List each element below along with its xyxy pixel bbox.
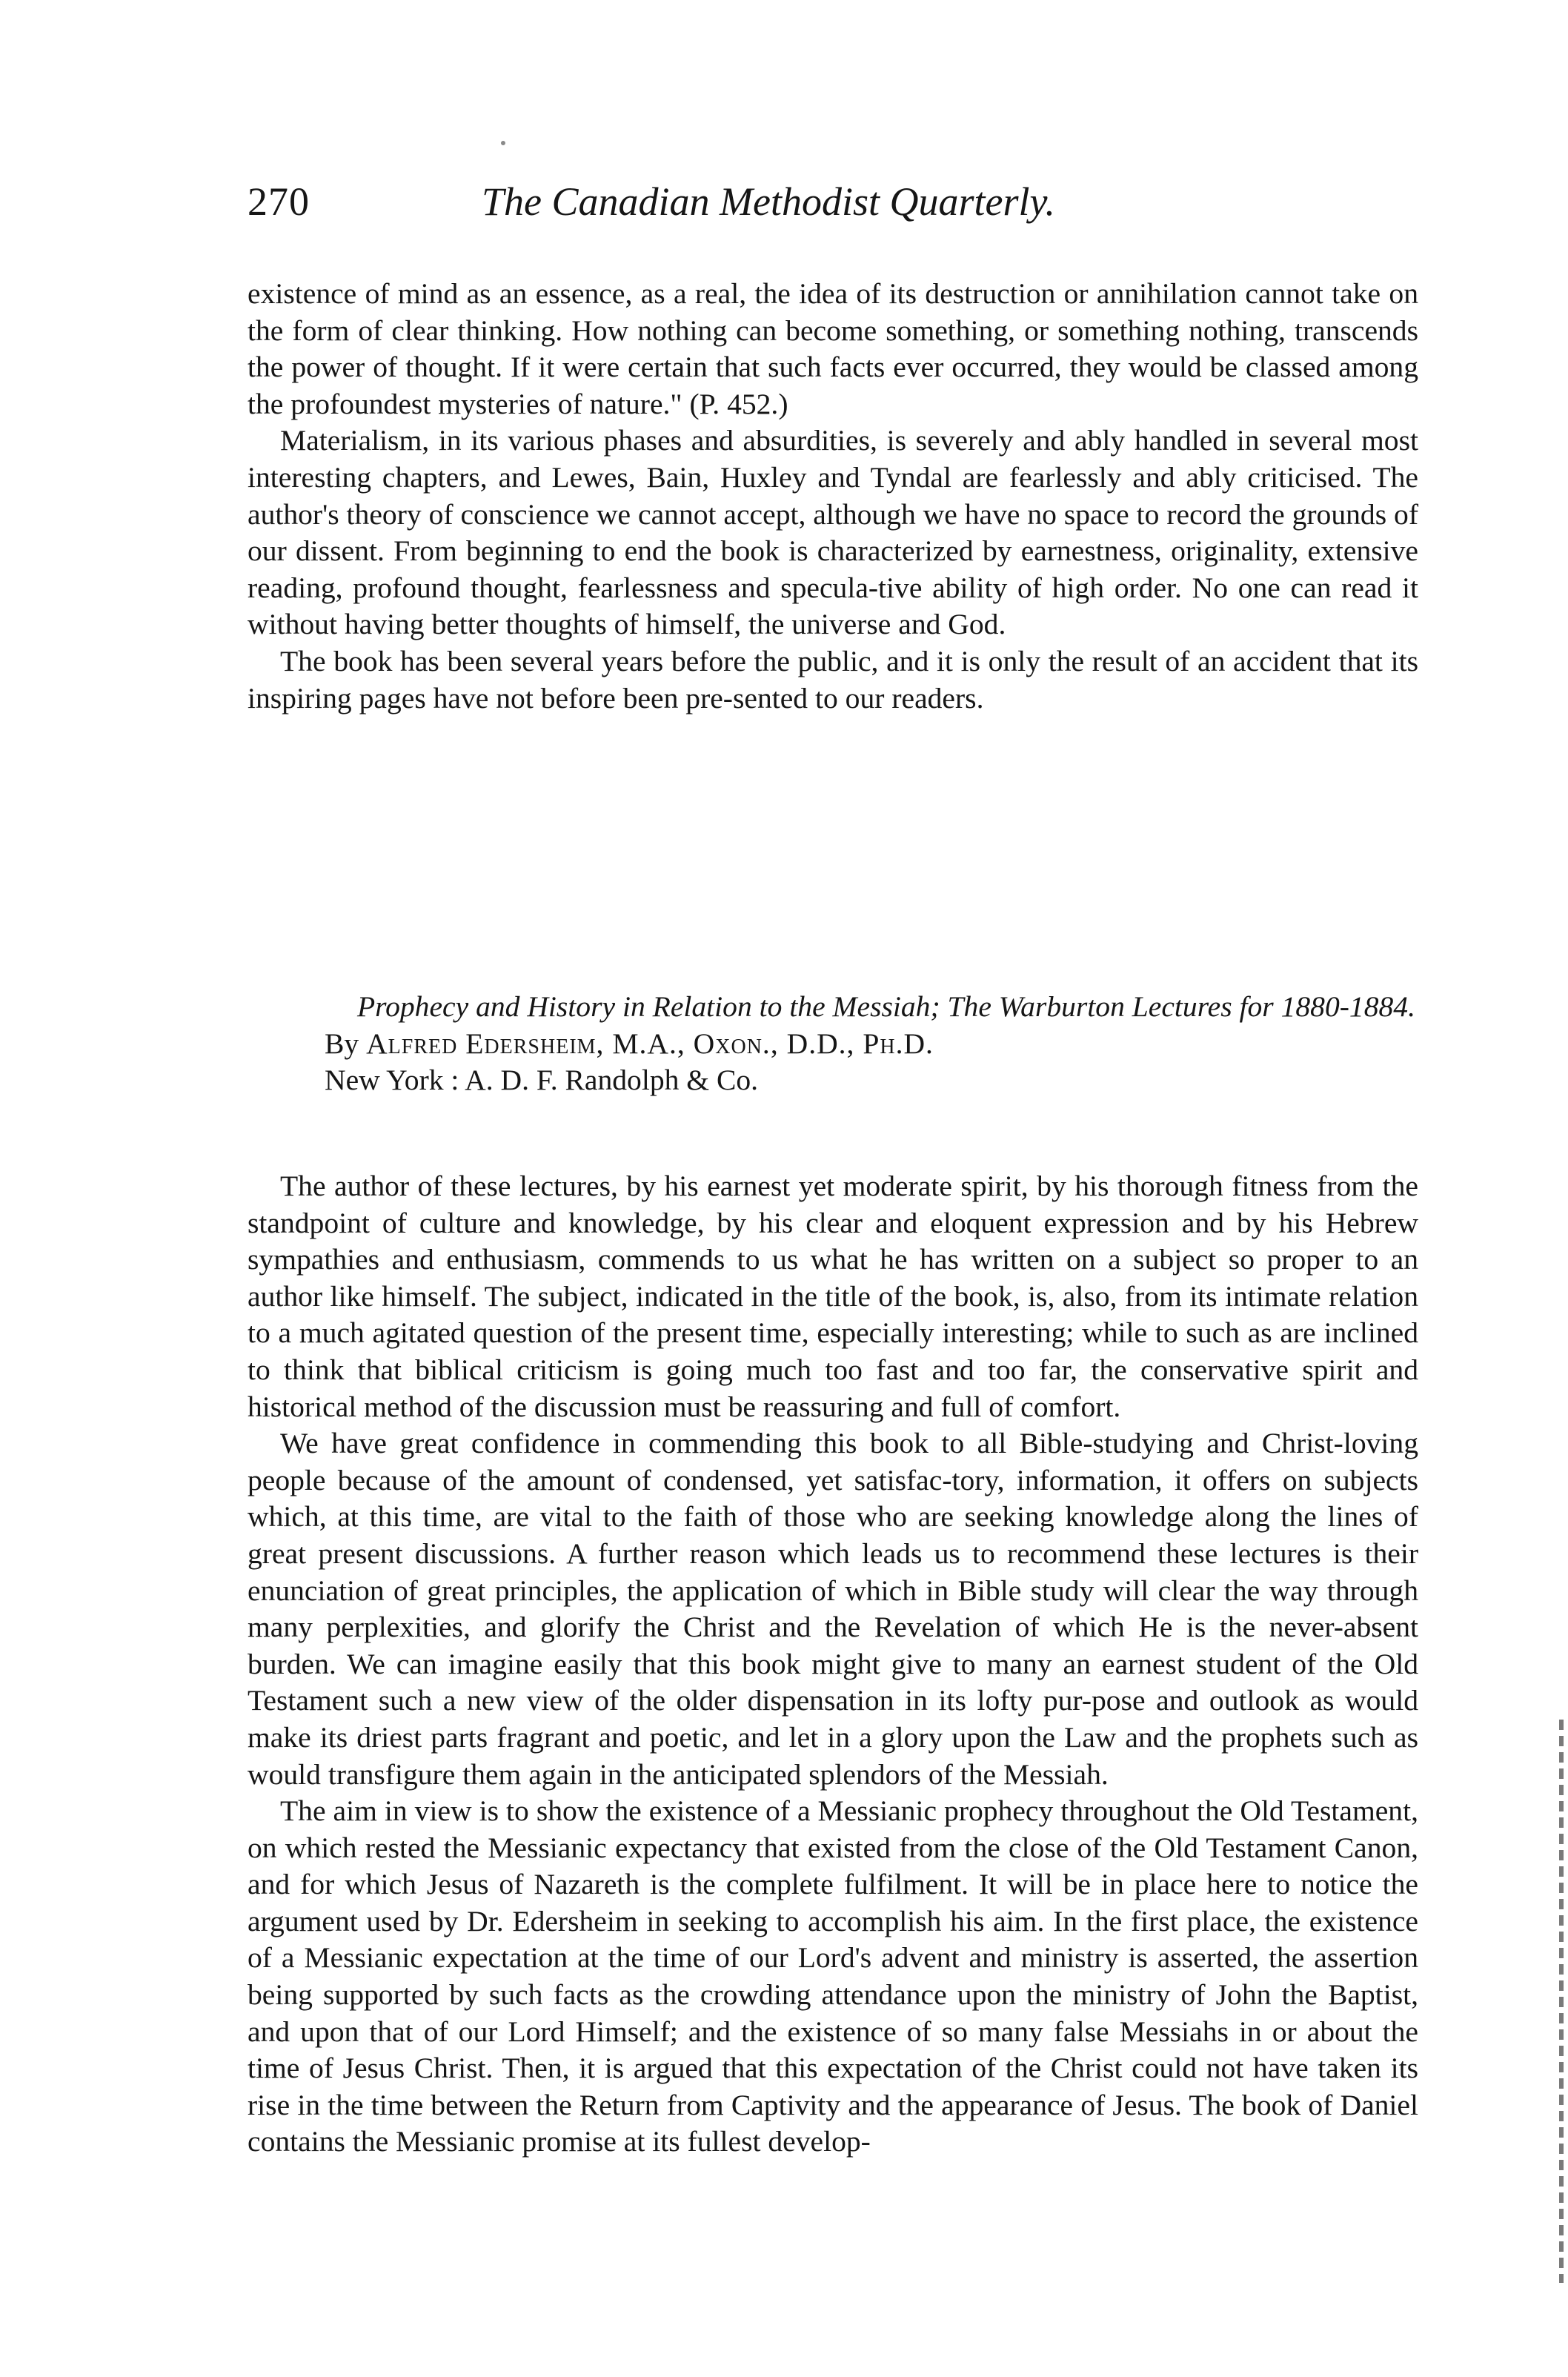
paragraph: The author of these lectures, by his earnest yet moderate spirit, by his thorough fitness from the standpoint of culture and knowledge, by his clear and eloquent expression and by his Hebrew sympathies and enthusiasm, commends to us what he has written on a subject so proper to an author like himself. The subject, indicated in the title of the book, is, also, from its intimate relation to a much agitated question of the present time, especially interesting; while to such as are inclined to think that biblical criticism is going much too fast and too far, the conservative spirit and historical method of the discussion must be reassuring and full of comfort. (248, 1170, 1418, 1423)
paragraph: We have great confidence in commending this book to all Bible-studying and Christ-loving people because of the amount of condensed, yet satisfac-tory, information, it offers on subjects which, at this time, are vital to the faith of those who are seeking knowledge along the lines of great present discussions. A further reason which leads us to recommend these lectures is their enunciation of great principles, the application of which in Bible study will clear the way through many perplexities, and glorify the Christ and the Revelation of which He is the never-absent burden. We can imagine easily that this book might give to many an earnest student of the Old Testament such a new view of the older dispensation in its lofty pur-pose and outlook as would make its driest parts fragrant and poetic, and let in a glory upon the Law and the prophets such as would transfigure them again in the anticipated splendors of the Messiah. (248, 1427, 1418, 1791)
review-heading (248, 989, 1418, 1099)
book-author: Alfred Edersheim, M.A., Oxon., D.D., Ph.D. (366, 1027, 934, 1060)
book-title: Prophecy and History in Relation to the Messiah; The Warburton Lectures for 1880-1884. (357, 990, 1415, 1023)
page-number: 270 (248, 179, 310, 224)
scan-edge-rule (1559, 1720, 1564, 2283)
paragraph: Materialism, in its various phases and absurdities, is severely and ably handled in several most interesting chapters, and Lewes, Bain, Huxley and Tyndal are fearlessly and ably criticised. The author's theory of conscience we cannot accept, although we have no space to record the grounds of our dissent. From beginning to end the book is characterized by earnestness, originality, extensive reading, profound thought, fearlessness and specula-tive ability of high order. No one can read it without having better thoughts of himself, the universe and God. (248, 424, 1418, 641)
section-review-body (248, 1168, 1418, 2161)
stray-ink-mark (501, 141, 505, 145)
paragraph: The aim in view is to show the existence of a Messianic prophecy throughout the Old Testament, on which rested the Messianic expectancy that existed from the close of the Old Testament Canon, and for which Jesus of Nazareth is the complete fulfilment. It will be in place here to notice the argument used by Dr. Edersheim in seeking to accomplish his aim. In the first place, the existence of a Messianic expectation at the time of our Lord's advent and ministry is asserted, the assertion being supported by such facts as the crowding attendance upon the ministry of John the Baptist, and upon that of our Lord Himself; and the existence of so many false Messiahs in or about the time of Jesus Christ. Then, it is argued that this expectation of the Christ could not have taken its rise in the time between the Return from Captivity and the appearance of Jesus. The book of Daniel contains the Messianic promise at its fullest develop- (248, 1794, 1418, 2158)
running-title: The Canadian Methodist Quarterly. (482, 179, 1055, 224)
paragraph: existence of mind as an essence, as a real, the idea of its destruction or annihilation cannot take on the form of clear thinking. How nothing can become something, or something nothing, transcends the power of thought. If it were certain that such facts ever occurred, they would be classed among the profoundest mysteries of nature." (P. 452.) (248, 277, 1418, 420)
byline-prefix: By (325, 1027, 359, 1060)
book-publisher: New York : A. D. F. Randolph & Co. (325, 1064, 759, 1097)
review-heading-block (248, 989, 1418, 1099)
page-header (248, 172, 1418, 231)
paragraph: The book has been several years before the public, and it is only the result of an accident that its inspiring pages have not before been pre-sented to our readers. (248, 644, 1418, 715)
section-continued-review (248, 276, 1418, 717)
